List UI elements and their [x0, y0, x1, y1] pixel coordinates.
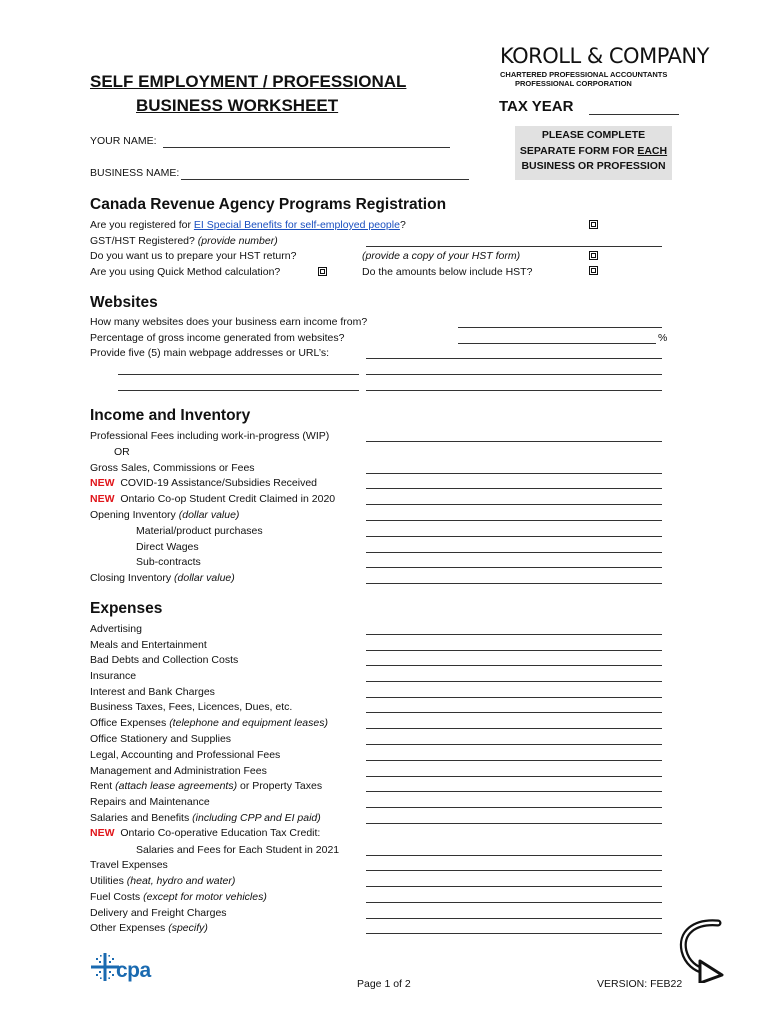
url-field-5[interactable] [366, 390, 662, 391]
cra-q3: Do you want us to prepare your HST return? [90, 250, 297, 262]
cpa-logo [91, 951, 119, 988]
expense-interest-label: Interest and Bank Charges [90, 686, 215, 698]
income-gross-sales-field[interactable] [366, 473, 662, 474]
url-field-2[interactable] [118, 374, 359, 375]
expense-office-label: Office Expenses (telephone and equipment leases) [90, 717, 328, 729]
expense-meals-label: Meals and Entertainment [90, 639, 207, 651]
next-page-arrow-icon[interactable] [676, 917, 728, 988]
url-field-3[interactable] [366, 374, 662, 375]
business-name-field[interactable] [181, 179, 469, 180]
expense-bad-debts-label: Bad Debts and Collection Costs [90, 654, 239, 666]
expense-insurance-label: Insurance [90, 670, 137, 682]
cra-q3-note: (provide a copy of your HST form) [362, 250, 521, 262]
url-field-1[interactable] [366, 358, 662, 359]
income-subcontracts-label: Sub-contracts [136, 556, 201, 568]
tax-year-field[interactable] [589, 114, 679, 115]
version-label: VERSION: FEB22 [597, 978, 683, 990]
expense-travel-label: Travel Expenses [90, 859, 168, 871]
gst-hst-number-field[interactable] [366, 246, 662, 247]
expense-advertising-label: Advertising [90, 623, 142, 635]
expense-repairs-label: Repairs and Maintenance [90, 796, 210, 808]
amounts-include-hst-checkbox[interactable] [589, 266, 598, 275]
expense-rent-label: Rent (attach lease agreements) or Property Taxes [90, 780, 323, 792]
business-name-label: BUSINESS NAME: [90, 167, 180, 179]
form-title-line1: SELF EMPLOYMENT / PROFESSIONAL [90, 72, 407, 91]
income-opening-inventory-field[interactable] [366, 520, 662, 521]
new-tag: NEW [90, 827, 115, 839]
expense-other-field[interactable] [366, 933, 662, 934]
income-closing-inventory-label: Closing Inventory (dollar value) [90, 572, 235, 584]
income-professional-fees-field[interactable] [366, 441, 662, 442]
expense-insurance-field[interactable] [366, 681, 662, 682]
income-material-label: Material/product purchases [136, 525, 263, 537]
expense-fuel-field[interactable] [366, 902, 662, 903]
websites-count-field[interactable] [458, 327, 662, 328]
expense-salaries-field[interactable] [366, 823, 662, 824]
income-coop-credit-label: NEW Ontario Co-op Student Credit Claimed in 2020 [90, 493, 336, 505]
expense-delivery-field[interactable] [366, 918, 662, 919]
websites-q2: Percentage of gross income generated from websites? [90, 332, 345, 344]
expense-legal-label: Legal, Accounting and Professional Fees [90, 749, 281, 761]
income-direct-wages-field[interactable] [366, 552, 662, 553]
expense-stationery-label: Office Stationery and Supplies [90, 733, 232, 745]
firm-subtitle-1: CHARTERED PROFESSIONAL ACCOUNTANTS [500, 70, 668, 79]
expense-coop-salaries-field[interactable] [366, 855, 662, 856]
tax-year-label: TAX YEAR [499, 98, 574, 115]
expense-rent-field[interactable] [366, 791, 662, 792]
ei-registered-checkbox[interactable] [589, 220, 598, 229]
expenses-section-heading: Expenses [90, 600, 163, 617]
income-gross-sales-label: Gross Sales, Commissions or Fees [90, 462, 255, 474]
expense-coop-tax-credit-label: NEW Ontario Co-operative Education Tax Credit: [90, 827, 321, 839]
websites-q1: How many websites does your business earn income from? [90, 316, 368, 328]
expense-delivery-label: Delivery and Freight Charges [90, 907, 227, 919]
expense-utilities-field[interactable] [366, 886, 662, 887]
new-tag: NEW [90, 477, 115, 489]
expense-fuel-label: Fuel Costs (except for motor vehicles) [90, 891, 267, 903]
cpa-star-icon [91, 951, 119, 983]
income-coop-credit-field[interactable] [366, 504, 662, 505]
prepare-hst-checkbox[interactable] [589, 251, 598, 260]
expense-coop-salaries-label: Salaries and Fees for Each Student in 2021 [136, 844, 340, 856]
income-covid-label: NEW COVID-19 Assistance/Subsidies Received [90, 477, 318, 489]
form-title-line2: BUSINESS WORKSHEET [136, 96, 339, 115]
expense-advertising-field[interactable] [366, 634, 662, 635]
cra-q2: GST/HST Registered? (provide number) [90, 235, 278, 247]
income-professional-fees-label: Professional Fees including work-in-progress (WIP) [90, 430, 330, 442]
notice-line-2: SEPARATE FORM FOR EACH [519, 144, 668, 157]
expense-management-field[interactable] [366, 776, 662, 777]
websites-section-heading: Websites [90, 294, 158, 311]
page-number: Page 1 of 2 [357, 978, 411, 990]
websites-percent-field[interactable] [458, 343, 656, 344]
ei-special-benefits-link[interactable]: EI Special Benefits for self-employed people [193, 219, 400, 231]
expense-business-taxes-field[interactable] [366, 712, 662, 713]
income-material-field[interactable] [366, 536, 662, 537]
percent-sign: % [658, 332, 668, 344]
expense-interest-field[interactable] [366, 697, 662, 698]
income-direct-wages-label: Direct Wages [136, 541, 199, 553]
url-field-4[interactable] [118, 390, 359, 391]
income-or-label: OR [114, 446, 130, 458]
your-name-label: YOUR NAME: [90, 135, 157, 147]
expense-utilities-label: Utilities (heat, hydro and water) [90, 875, 236, 887]
cra-q5: Do the amounts below include HST? [362, 266, 533, 278]
expense-salaries-label: Salaries and Benefits (including CPP and EI paid) [90, 812, 321, 824]
your-name-field[interactable] [163, 147, 450, 148]
expense-other-label: Other Expenses (specify) [90, 922, 208, 934]
quick-method-checkbox[interactable] [318, 267, 327, 276]
cra-q1: Are you registered for EI Special Benefits for self-employed people? [90, 219, 406, 231]
firm-logo-name: KOROLL & COMPANY [500, 44, 709, 68]
expense-office-field[interactable] [366, 728, 662, 729]
income-closing-inventory-field[interactable] [366, 583, 662, 584]
income-subcontracts-field[interactable] [366, 567, 662, 568]
expense-travel-field[interactable] [366, 870, 662, 871]
cra-section-heading: Canada Revenue Agency Programs Registration [90, 196, 447, 213]
expense-business-taxes-label: Business Taxes, Fees, Licences, Dues, etc. [90, 701, 293, 713]
expense-repairs-field[interactable] [366, 807, 662, 808]
expense-management-label: Management and Administration Fees [90, 765, 267, 777]
cra-q4: Are you using Quick Method calculation? [90, 266, 281, 278]
separate-form-notice [515, 126, 672, 180]
cpa-logo-text: cpa [116, 959, 151, 982]
expense-stationery-field[interactable] [366, 744, 662, 745]
expense-legal-field[interactable] [366, 760, 662, 761]
income-opening-inventory-label: Opening Inventory (dollar value) [90, 509, 240, 521]
notice-each: EACH [637, 144, 668, 157]
notice-line-1: PLEASE COMPLETE [541, 129, 646, 141]
expense-meals-field[interactable] [366, 650, 662, 651]
income-section-heading: Income and Inventory [90, 407, 251, 424]
websites-q3: Provide five (5) main webpage addresses or URL’s: [90, 347, 330, 359]
new-tag: NEW [90, 493, 115, 505]
notice-line-3: BUSINESS OR PROFESSION [521, 160, 666, 172]
firm-subtitle-2: PROFESSIONAL CORPORATION [515, 79, 632, 88]
expense-bad-debts-field[interactable] [366, 665, 662, 666]
income-covid-field[interactable] [366, 488, 662, 489]
